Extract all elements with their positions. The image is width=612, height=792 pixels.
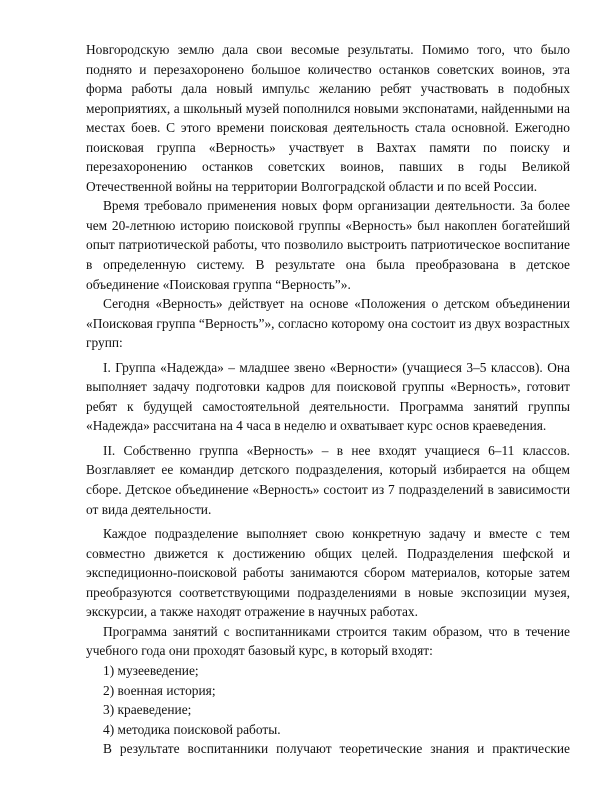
- list-item-museum-studies: 1) музееведение;: [103, 662, 199, 678]
- paragraph-group-nadezhda: I. Группа «Надежда» – младшее звено «Верности» (учащиеся 3–5 классов). Она выполняет задачу подготовки кадров для поисковой группы «Верность», готовит ребят к будущей самостоятельной деятельности. Программа занятий группы «Надежда» рассчитана на 4 часа в неделю и охватывает курс основ краеведения.: [86, 359, 570, 434]
- list-item-military-history: 2) военная история;: [103, 682, 216, 698]
- paragraph-novgorod: Новгородскую землю дала свои весомые результаты. Помимо того, что было поднято и перезахоронено большое количество останков советских воинов, эта форма работы дала новый импульс желанию ребят участвовать в подобных мероприятиях, а школьный музей пополнился новыми экспонатами, найденными на местах боев. С этого времени поисковая деятельность стала основной. Ежегодно поисковая группа «Верность» участвует в Вахтах памяти по поиску и перезахоронению останков советских воинов, павших в годы Великой Отечественной войны на территории Волгоградской области и по всей России.: [86, 42, 570, 194]
- paragraph-today: Сегодня «Верность» действует на основе «Положения о детском объединении «Поисковая группа “Верность”», согласно которому она состоит из двух возрастных групп:: [86, 296, 570, 351]
- paragraph-program: Программа занятий с воспитанниками строится таким образом, что в течение учебного года они проходят базовый курс, в который входят:: [86, 623, 570, 659]
- list-item-search-methods: 4) методика поисковой работы.: [103, 721, 281, 737]
- list-item-local-history: 3) краеведение;: [103, 702, 192, 718]
- paragraph-subdivisions: Каждое подразделение выполняет свою конкретную задачу и вместе с тем совместно движется к достижению общих целей. Подразделения шефской и экспедиционно-поисковой работы занимаются сбором материалов, которые затем преобразуются соответствующими подразделениями в новые экспозиции музея, экскурсии, а также находят отражение в научных работах.: [86, 526, 570, 620]
- paragraph-new-forms: Время требовало применения новых форм организации деятельности. За более чем 20-летнюю историю поисковой группы «Верность» был накоплен богатейший опыт патриотической работы, что позволило выстроить патриотическое воспитание в определенную систему. В результате она была преобразована в детское объединение «Поисковая группа “Верность”».: [86, 198, 570, 292]
- paragraph-result-start: В результате воспитанники получают теоретические знания и практические: [103, 741, 570, 757]
- document-body: [86, 40, 570, 759]
- paragraph-group-vernost: II. Собственно группа «Верность» – в нее входят учащиеся 6–11 классов. Возглавляет ее командир детского подразделения, который избирается на общем сборе. Детское объединение «Верность» состоит из 7 подразделений в зависимости от вида деятельности.: [86, 442, 570, 517]
